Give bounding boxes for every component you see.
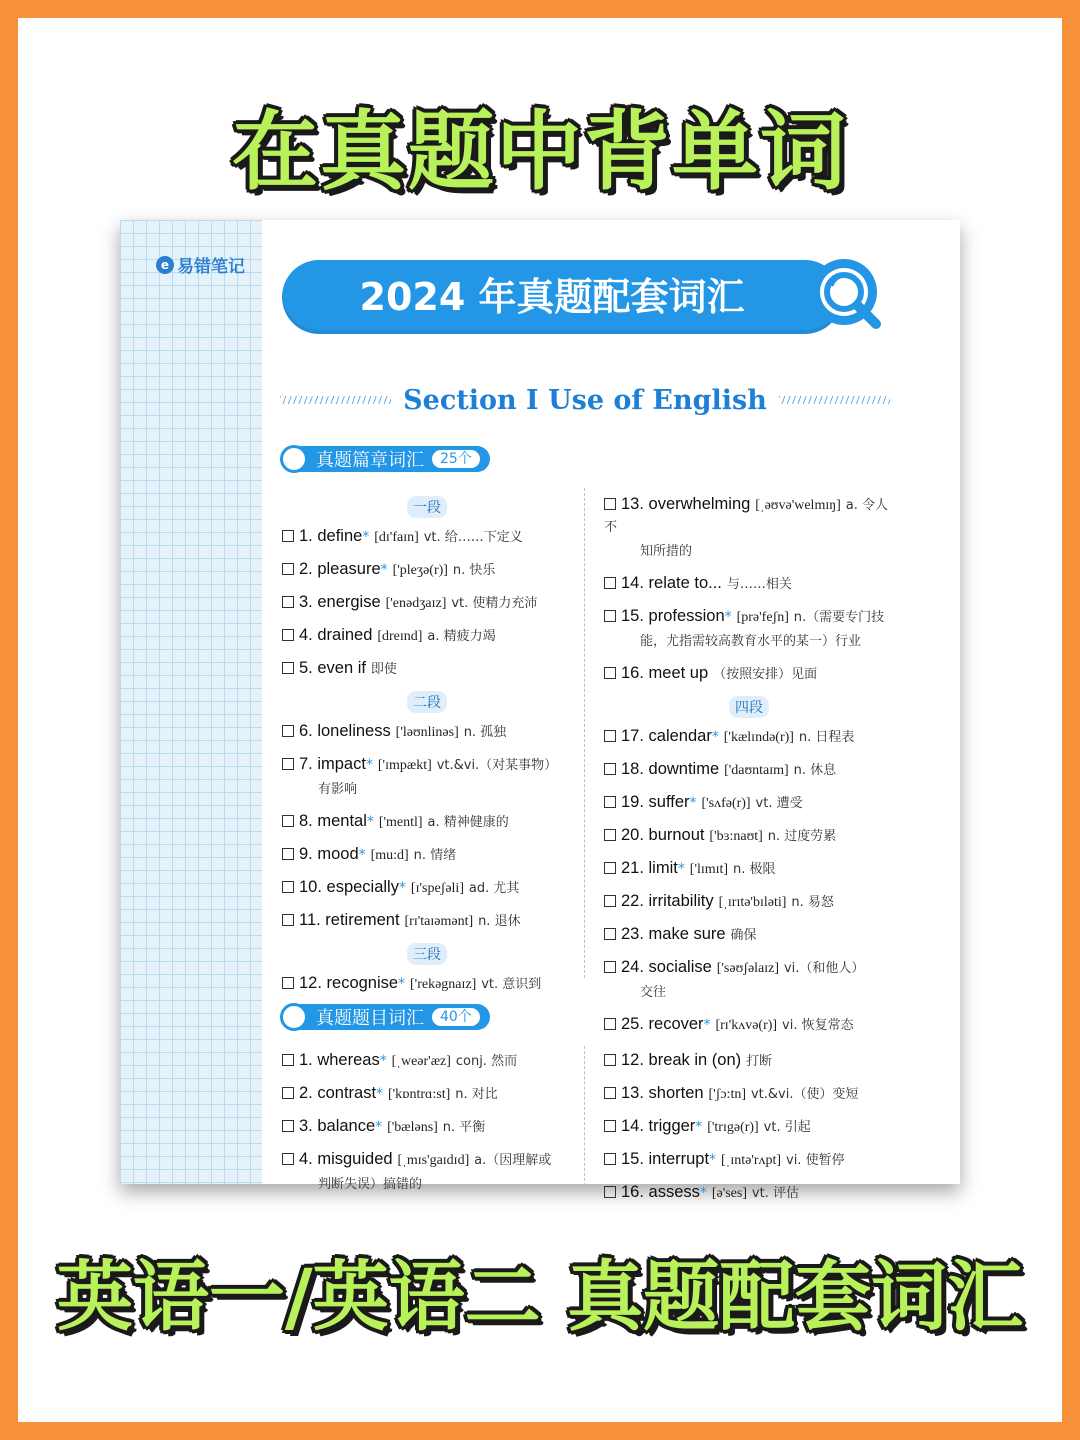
vocab-word: 4. drained (299, 626, 373, 644)
checkbox-icon (604, 928, 616, 940)
definition: 与……相关 (726, 577, 792, 592)
definition: 打断 (746, 1054, 773, 1069)
definition: （按照安排）见面 (713, 667, 818, 682)
definition: conj. 然而 (455, 1054, 518, 1069)
vocab-word: 22. irritability (621, 892, 714, 910)
definition-continued: 判断失误）搞错的 (318, 1177, 423, 1192)
vocab-word: 15. interrupt (621, 1150, 710, 1168)
vocab-word: 7. impact (299, 755, 366, 773)
section-title: Section Ⅰ Use of English (403, 384, 767, 416)
vocab-word: 20. burnout (621, 826, 705, 844)
checkbox-icon (604, 1018, 616, 1030)
definition: a. 精疲力竭 (427, 629, 496, 644)
brand-logo-icon: e (156, 256, 174, 274)
grid-margin (120, 220, 262, 1184)
key-word-star: * (703, 1017, 711, 1033)
checkbox-icon (282, 1153, 294, 1165)
checkbox-icon (604, 610, 616, 622)
vocab-entry (604, 1149, 894, 1171)
definition: vt.&vi.（对某事物） (436, 758, 558, 773)
checkbox-icon (604, 763, 616, 775)
group1-label: 真题篇章词汇 (316, 450, 424, 471)
key-word-star: * (689, 795, 697, 811)
hatch-right (779, 396, 890, 404)
group2-pill (280, 1002, 490, 1032)
checkbox-icon (604, 1153, 616, 1165)
vocab-entry (604, 663, 894, 685)
checkbox-icon (282, 1120, 294, 1132)
vocab-entry (604, 792, 894, 814)
phonetic: ['rekəgnaɪz] (410, 977, 477, 992)
magnifier-icon (808, 256, 886, 334)
column-divider (584, 488, 585, 978)
checkbox-icon (604, 1120, 616, 1132)
vocab-entry (604, 1050, 894, 1072)
definition: a. 精神健康的 (427, 815, 509, 830)
definition: n. 对比 (455, 1087, 498, 1102)
phonetic: [ˌmɪs'gaɪdɪd] (397, 1153, 470, 1168)
vocab-word: 2. pleasure (299, 560, 381, 578)
headline-bottom: 英语一/英语二 真题配套词汇 (56, 1252, 1024, 1341)
vocab-entry (282, 721, 572, 743)
group1-left-column (282, 494, 572, 1006)
paragraph-marker (282, 943, 572, 965)
checkbox-icon (604, 796, 616, 808)
vocab-entry (604, 858, 894, 880)
vocab-word: 23. make sure (621, 925, 726, 943)
vocab-word: 10. especially (299, 878, 399, 896)
vocab-entry (604, 1083, 894, 1105)
vocab-word: 16. assess (621, 1183, 700, 1201)
phonetic: [ˌəʊvə'welmɪŋ] (755, 498, 841, 513)
definition: n. 日程表 (798, 730, 855, 745)
checkbox-icon (282, 881, 294, 893)
checkbox-icon (282, 758, 294, 770)
title-banner (282, 260, 842, 334)
paragraph-marker-label: 四段 (729, 696, 769, 718)
phonetic: ['bɜ:naʊt] (709, 829, 763, 844)
phonetic: [dreɪnd] (377, 629, 423, 644)
vocab-entry (604, 759, 894, 781)
vocab-word: 16. meet up (621, 664, 709, 682)
phonetic: ['lɪmɪt] (689, 862, 729, 877)
group2-count: 40个 (432, 1008, 480, 1026)
checkbox-icon (604, 730, 616, 742)
definition: n. 过度劳累 (767, 829, 837, 844)
definition: a.（因理解或 (474, 1153, 552, 1168)
checkbox-icon (282, 1054, 294, 1066)
group2-label: 真题题目词汇 (316, 1008, 424, 1029)
definition: vi. 使暂停 (786, 1153, 845, 1168)
key-word-star: * (398, 976, 406, 992)
definition: 即使 (370, 662, 397, 677)
key-word-star: * (699, 1185, 707, 1201)
key-word-star: * (711, 729, 719, 745)
definition: vt. 意识到 (481, 977, 542, 992)
definition: vi. 恢复常态 (782, 1018, 854, 1033)
phonetic: ['ʃɔ:tn] (708, 1087, 747, 1102)
vocab-word: 8. mental (299, 812, 367, 830)
group2-bar (294, 1004, 490, 1030)
vocab-word: 2. contrast (299, 1084, 377, 1102)
group2-left-column (282, 1050, 572, 1206)
definition-continued: 有影响 (318, 782, 358, 797)
vocab-entry (282, 526, 572, 548)
definition: a. 令人不 (604, 498, 888, 535)
search-ring-icon (280, 445, 308, 473)
paragraph-marker-label: 一段 (407, 496, 447, 518)
vocab-entry (604, 891, 894, 913)
phonetic: [rɪ'taɪəmənt] (404, 914, 474, 929)
phonetic: [ə'ses] (711, 1186, 747, 1201)
search-ring-icon (280, 1003, 308, 1031)
definition: vt. 引起 (763, 1120, 811, 1135)
phonetic: ['sʌfə(r)] (701, 796, 751, 811)
vocab-word: 19. suffer (621, 793, 690, 811)
phonetic: ['trɪgə(r)] (707, 1120, 759, 1135)
section-heading (280, 380, 890, 420)
definition: n. 休息 (793, 763, 837, 778)
vocab-entry (282, 658, 572, 680)
key-word-star: * (398, 880, 406, 896)
vocab-word: 24. socialise (621, 958, 712, 976)
definition: vt.&vi.（使）变短 (750, 1087, 859, 1102)
definition: n. 快乐 (452, 563, 496, 578)
vocab-word: 17. calendar (621, 727, 712, 745)
paragraph-marker-label: 二段 (407, 691, 447, 713)
definition: n. 极限 (733, 862, 776, 877)
group1-count: 25个 (432, 450, 480, 468)
vocab-entry (604, 1014, 894, 1036)
definition: n. 易怒 (791, 895, 834, 910)
vocab-entry (604, 825, 894, 847)
definition: n. 情绪 (413, 848, 457, 863)
vocab-entry (282, 592, 572, 614)
phonetic: ['enədʒaɪz] (385, 596, 447, 611)
key-word-star: * (366, 814, 374, 830)
definition: n.（需要专门技 (793, 610, 885, 625)
definition: n. 退休 (478, 914, 521, 929)
checkbox-icon (604, 862, 616, 874)
checkbox-icon (282, 530, 294, 542)
key-word-star: * (365, 757, 373, 773)
vocab-word: 12. recognise (299, 974, 399, 992)
vocab-entry (282, 1050, 572, 1072)
vocab-word: 4. misguided (299, 1150, 393, 1168)
paragraph-marker (282, 691, 572, 713)
key-word-star: * (380, 562, 388, 578)
hatch-left (280, 396, 391, 404)
key-word-star: * (724, 609, 732, 625)
vocab-entry (282, 1149, 572, 1195)
phonetic: ['ləʊnlinəs] (395, 725, 459, 740)
phonetic: ['bæləns] (387, 1120, 438, 1135)
banner-title: 2024 年真题配套词汇 (359, 275, 745, 319)
vocab-word: 1. define (299, 527, 363, 545)
checkbox-icon (282, 725, 294, 737)
vocab-word: 21. limit (621, 859, 678, 877)
vocab-word: 15. profession (621, 607, 725, 625)
checkbox-icon (604, 1186, 616, 1198)
vocab-page (120, 220, 960, 1201)
group2-right-column (604, 1050, 894, 1215)
vocab-word: 3. energise (299, 593, 381, 611)
vocab-word: 1. whereas (299, 1051, 380, 1069)
vocab-word: 9. mood (299, 845, 359, 863)
phonetic: ['mentl] (378, 815, 423, 830)
phonetic: [ɪ'speʃəli] (410, 881, 464, 896)
key-word-star: * (677, 861, 685, 877)
phonetic: ['kɒntrɑ:st] (387, 1087, 451, 1102)
key-word-star: * (379, 1053, 387, 1069)
definition: vt. 评估 (751, 1186, 799, 1201)
vocab-word: 6. loneliness (299, 722, 391, 740)
checkbox-icon (282, 662, 294, 674)
checkbox-icon (282, 815, 294, 827)
vocab-word: 13. shorten (621, 1084, 704, 1102)
vocab-word: 12. break in (on) (621, 1051, 742, 1069)
checkbox-icon (604, 667, 616, 679)
vocab-word: 14. trigger (621, 1117, 696, 1135)
checkbox-icon (604, 1054, 616, 1066)
group1-right-column (604, 494, 894, 1047)
definition: 确保 (730, 928, 757, 943)
definition: vt. 使精力充沛 (451, 596, 538, 611)
group1-bar (294, 446, 490, 472)
phonetic: [mu:d] (370, 848, 409, 863)
checkbox-icon (282, 596, 294, 608)
key-word-star: * (695, 1119, 703, 1135)
vocab-entry (282, 877, 572, 899)
paragraph-marker (282, 496, 572, 518)
checkbox-icon (282, 563, 294, 575)
vocab-word: 5. even if (299, 659, 366, 677)
vocab-word: 13. overwhelming (621, 495, 751, 513)
checkbox-icon (282, 914, 294, 926)
definition: ad. 尤其 (468, 881, 520, 896)
vocab-word: 18. downtime (621, 760, 720, 778)
headline-top: 在真题中背单词 (232, 102, 848, 202)
definition-continued: 知所措的 (640, 544, 693, 559)
phonetic: [rɪ'kʌvə(r)] (715, 1018, 778, 1033)
paragraph-marker (604, 696, 894, 718)
vocab-entry (282, 559, 572, 581)
vocab-entry (604, 606, 894, 652)
checkbox-icon (282, 977, 294, 989)
paragraph-marker-label: 三段 (407, 943, 447, 965)
checkbox-icon (282, 848, 294, 860)
vocab-entry (604, 494, 894, 562)
phonetic: ['səʊʃəlaɪz] (716, 961, 780, 976)
brand (156, 252, 245, 277)
vocab-word: 11. retirement (299, 911, 400, 929)
checkbox-icon (282, 1087, 294, 1099)
key-word-star: * (358, 847, 366, 863)
vocab-entry (604, 1182, 894, 1204)
brand-name: 易错笔记 (177, 257, 245, 277)
vocab-entry (604, 726, 894, 748)
definition: vt. 遭受 (755, 796, 803, 811)
vocab-entry (282, 625, 572, 647)
phonetic: ['ɪmpækt] (377, 758, 432, 773)
phonetic: [ˌweər'æz] (391, 1054, 451, 1069)
vocab-entry (282, 1083, 572, 1105)
definition: n. 孤独 (463, 725, 507, 740)
vocab-entry (282, 973, 572, 995)
checkbox-icon (604, 829, 616, 841)
phonetic: [ˌɪrɪtə'bɪləti] (718, 895, 787, 910)
phonetic: [dɪ'faɪn] (374, 530, 419, 545)
vocab-entry (282, 811, 572, 833)
phonetic: ['pleʒə(r)] (392, 563, 448, 578)
checkbox-icon (604, 577, 616, 589)
vocab-word: 3. balance (299, 1117, 376, 1135)
vocab-entry (282, 754, 572, 800)
key-word-star: * (362, 529, 370, 545)
definition: vt. 给……下定义 (423, 530, 523, 545)
definition-continued: 交往 (640, 985, 667, 1000)
vocab-entry (282, 1116, 572, 1138)
key-word-star: * (376, 1086, 384, 1102)
definition: n. 平衡 (442, 1120, 486, 1135)
phonetic: [ˌɪntə'rʌpt] (721, 1153, 782, 1168)
vocab-entry (604, 924, 894, 946)
vocab-word: 14. relate to... (621, 574, 722, 592)
checkbox-icon (604, 895, 616, 907)
phonetic: [prə'feʃn] (736, 610, 789, 625)
vocab-entry (604, 573, 894, 595)
checkbox-icon (282, 629, 294, 641)
vocab-entry (604, 1116, 894, 1138)
vocab-entry (282, 910, 572, 932)
column-divider (584, 1046, 585, 1186)
checkbox-icon (604, 961, 616, 973)
key-word-star: * (709, 1152, 717, 1168)
checkbox-icon (604, 498, 616, 510)
checkbox-icon (604, 1087, 616, 1099)
phonetic: ['kælɪndə(r)] (723, 730, 794, 745)
key-word-star: * (375, 1119, 383, 1135)
vocab-entry (282, 844, 572, 866)
vocab-entry (604, 957, 894, 1003)
group1-pill (280, 444, 490, 474)
definition: vi.（和他人） (783, 961, 865, 976)
vocab-word: 25. recover (621, 1015, 704, 1033)
definition-continued: 能，尤指需较高教育水平的某一）行业 (640, 634, 862, 649)
phonetic: ['daʊntaɪm] (724, 763, 789, 778)
